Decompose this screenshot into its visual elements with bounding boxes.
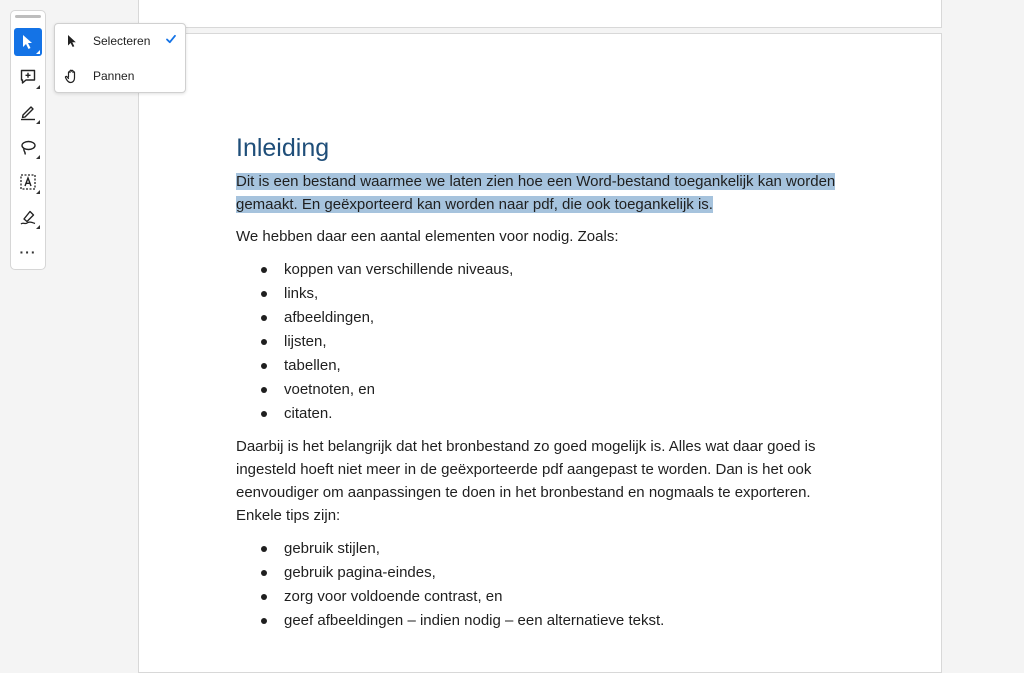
cursor-arrow-icon <box>21 34 35 50</box>
list-item[interactable]: tabellen, <box>236 354 856 378</box>
list-item[interactable]: zorg voor voldoende contrast, en <box>236 585 856 609</box>
list-item[interactable]: geef afbeeldingen – indien nodig – een alternatieve tekst. <box>236 609 856 633</box>
list-item[interactable]: voetnoten, en <box>236 378 856 402</box>
paragraph-tips[interactable]: Daarbij is het belangrijk dat het bronbestand zo goed mogelijk is. Alles wat daar goed is ingesteld hoeft niet meer in de geëxporteerde pdf aangepast te worden. Dan is het ook eenvoudiger om aanpassingen te doen in het bronbestand en nogmaals te exporteren. Enkele tips zijn: <box>236 438 816 524</box>
paragraph-elements[interactable]: We hebben daar een aantal elementen voor nodig. Zoals: <box>236 228 619 245</box>
page-content <box>236 132 856 633</box>
heading-inleiding: Inleiding <box>236 134 330 162</box>
comment-plus-icon <box>19 68 37 86</box>
previous-page <box>138 0 942 28</box>
intro-paragraph[interactable] <box>236 170 856 216</box>
list-item[interactable]: lijsten, <box>236 330 856 354</box>
pen-icon <box>19 103 37 121</box>
quick-tools-toolbar <box>10 10 46 270</box>
list-item[interactable]: citaten. <box>236 402 856 426</box>
text-box-icon <box>19 173 37 191</box>
list-item[interactable]: gebruik pagina-eindes, <box>236 561 856 585</box>
menu-item-label: Pannen <box>93 69 135 83</box>
list-item[interactable]: afbeeldingen, <box>236 306 856 330</box>
lasso-button[interactable] <box>14 133 42 161</box>
hand-icon <box>64 68 80 84</box>
list-item[interactable]: koppen van verschillende niveaus, <box>236 258 856 282</box>
more-tools-button[interactable] <box>14 238 42 266</box>
cursor-mode-menu <box>54 23 186 93</box>
checkmark-icon <box>165 33 177 45</box>
document-page <box>138 33 942 673</box>
draw-button[interactable] <box>14 98 42 126</box>
sign-button[interactable] <box>14 203 42 231</box>
menu-item-selecteren[interactable] <box>55 24 185 58</box>
more-icon: ··· <box>19 244 37 260</box>
menu-item-label: Selecteren <box>93 34 151 48</box>
toolbar-drag-handle[interactable] <box>15 15 41 18</box>
add-comment-button[interactable] <box>14 63 42 91</box>
menu-item-pannen[interactable] <box>55 59 185 93</box>
select-tool-button[interactable] <box>14 28 42 56</box>
list-item[interactable]: gebruik stijlen, <box>236 537 856 561</box>
cursor-arrow-icon <box>66 34 78 48</box>
list-item[interactable]: links, <box>236 282 856 306</box>
signature-pen-icon <box>19 208 37 226</box>
bullet-list-elements <box>236 258 856 426</box>
text-box-button[interactable] <box>14 168 42 196</box>
bullet-list-tips <box>236 537 856 633</box>
selected-text[interactable]: Dit is een bestand waarmee we laten zien hoe een Word-bestand toegankelijk kan worden gemaakt. En geëxporteerd kan worden naar pdf, die ook toegankelijk is. <box>236 173 836 213</box>
lasso-icon <box>19 138 37 156</box>
